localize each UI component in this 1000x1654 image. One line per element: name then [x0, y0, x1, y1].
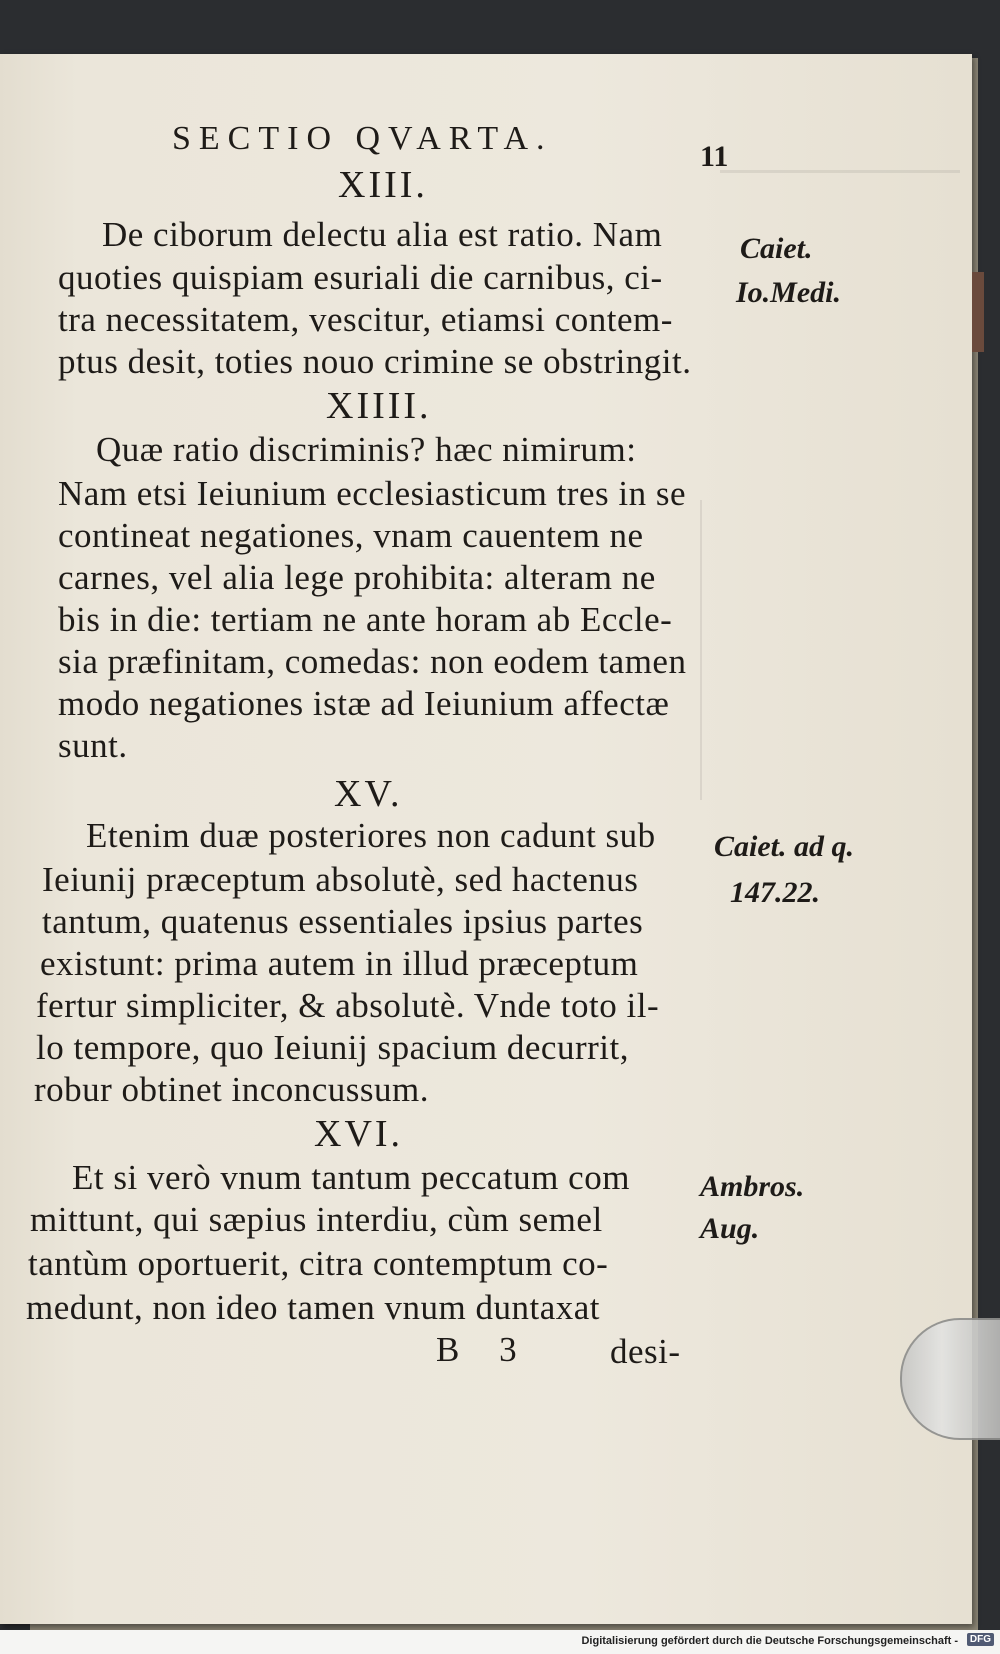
section-number: XV. [334, 773, 403, 815]
catchword: desi- [610, 1332, 681, 1371]
margin-note: Aug. [700, 1212, 760, 1245]
text-line: ptus desit, toties nouo crimine se obstringit. [58, 342, 692, 381]
section-number: XVI. [314, 1113, 404, 1155]
margin-note: Ambros. [700, 1170, 805, 1203]
running-head: SECTIO QVARTA. [172, 120, 553, 157]
text-line: quoties quispiam esuriali die carnibus, ci- [58, 258, 663, 297]
text-line: sunt. [58, 726, 128, 765]
section-number: XIIII. [326, 385, 432, 427]
text-line: De ciborum delectu alia est ratio. Nam [102, 215, 663, 254]
margin-note: Io.Medi. [736, 276, 841, 309]
folio-number: 11 [700, 140, 729, 173]
credit-bar [0, 1630, 1000, 1654]
margin-note: 147.22. [730, 876, 820, 909]
margin-note: Caiet. ad q. [714, 830, 854, 863]
show-through [700, 500, 962, 800]
bookmark-tab [972, 272, 984, 352]
text-line: contineat negationes, vnam cauentem ne [58, 516, 644, 555]
text-line: existunt: prima autem in illud præceptum [40, 944, 639, 983]
text-line: tra necessitatem, vescitur, etiamsi contem- [58, 300, 673, 339]
text-line: Nam etsi Ieiunium ecclesiasticum tres in se [58, 474, 686, 513]
text-line: bis in die: tertiam ne ante horam ab Eccle- [58, 600, 673, 639]
margin-note: Caiet. [740, 232, 813, 265]
text-line: tantum, quatenus essentiales ipsius partes [42, 902, 644, 941]
text-line: sia præfinitam, comedas: non eodem tamen [58, 642, 687, 681]
text-line: fertur simpliciter, & absolutè. Vnde toto il- [36, 986, 660, 1025]
signature-mark: B 3 [436, 1330, 518, 1369]
text-line: tantùm oportuerit, citra contemptum co- [28, 1244, 609, 1283]
credit-text: Digitalisierung gefördert durch die Deutsche Forschungsgemeinschaft - [581, 1635, 958, 1647]
dfg-logo: DFG [967, 1633, 994, 1646]
text-line: modo negationes istæ ad Ieiunium affectæ [58, 684, 670, 723]
text-line: robur obtinet inconcussum. [34, 1070, 430, 1109]
text-line: Et si verò vnum tantum peccatum com [72, 1158, 630, 1197]
text-line: carnes, vel alia lege prohibita: alteram ne [58, 558, 656, 597]
text-line: mittunt, qui sæpius interdiu, cùm semel [30, 1200, 603, 1239]
text-line: lo tempore, quo Ieiunij spacium decurrit, [36, 1028, 629, 1067]
text-line: Etenim duæ posteriores non cadunt sub [86, 816, 656, 855]
text-line: Quæ ratio discriminis? hæc nimirum: [96, 430, 637, 469]
text-line: Ieiunij præceptum absolutè, sed hactenus [42, 860, 639, 899]
show-through [720, 170, 960, 203]
section-number: XIII. [338, 164, 428, 206]
text-line: medunt, non ideo tamen vnum duntaxat [26, 1288, 601, 1327]
